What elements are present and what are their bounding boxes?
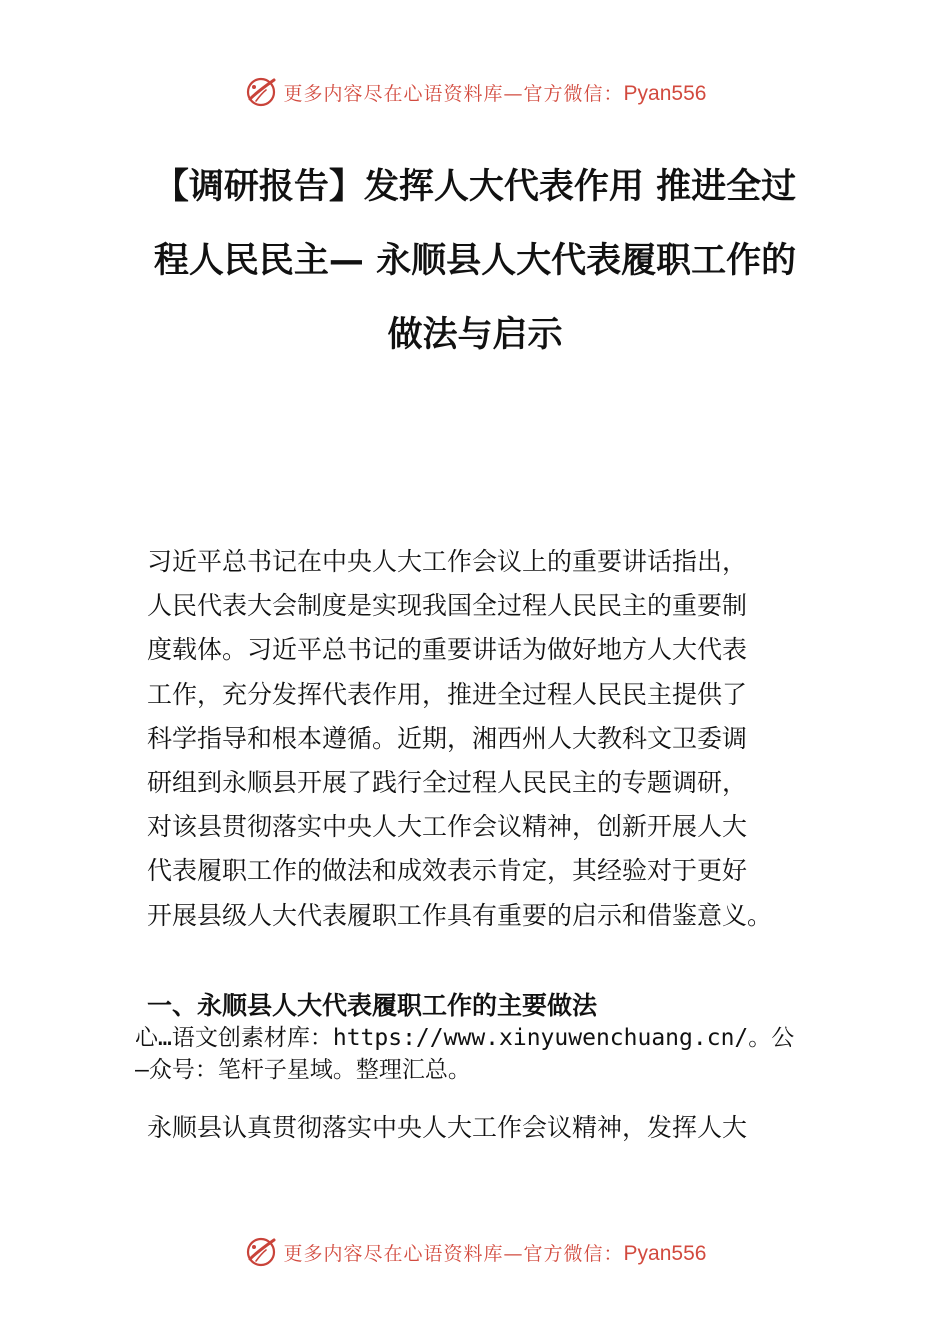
paragraph-line: 科学指导和根本遵循。近期，湘西州人大教科文卫委调 (147, 723, 748, 753)
title-line: 【调研报告】发挥人大代表作用 推进全过 (153, 167, 797, 207)
paragraph-line: 工作，充分发挥代表作用，推进全过程人民民主提供了 (147, 679, 748, 709)
note-line: 心…语文创素材库：https://www.xinyuwenchuang.cn/。公 (135, 1025, 795, 1051)
source-note (135, 1022, 855, 1086)
paragraph-line: 人民代表大会制度是实现我国全过程人民民主的重要制 (147, 591, 748, 621)
watermark-text: 更多内容尽在心语资料库—官方微信：Pyan556 (283, 81, 707, 105)
intro-paragraph (147, 540, 847, 938)
section-heading: 一、永顺县人大代表履职工作的主要做法 (147, 991, 598, 1020)
brush-logo-icon (244, 1235, 278, 1269)
header-watermark (0, 72, 950, 112)
next-paragraph: 永顺县认真贯彻落实中央人大工作会议精神，发挥人大 (147, 1113, 748, 1142)
watermark-text: 更多内容尽在心语资料库—官方微信：Pyan556 (283, 1241, 707, 1265)
paragraph-line: 习近平总书记在中央人大工作会议上的重要讲话指出， (147, 547, 748, 576)
brush-logo-icon (244, 75, 278, 109)
paragraph-line: 开展县级人大代表履职工作具有重要的启示和借鉴意义。 (147, 900, 773, 930)
title-line: 程人民民主— 永顺县人大代表履职工作的 (153, 241, 797, 281)
document-title (100, 150, 850, 372)
paragraph-line: 研组到永顺县开展了践行全过程人民民主的专题调研， (147, 768, 748, 798)
note-line: —众号：笔杆子星域。整理汇总。 (135, 1057, 471, 1083)
paragraph-line: 对该县贯彻落实中央人大工作会议精神，创新开展人大 (147, 812, 748, 842)
title-line: 做法与启示 (387, 315, 563, 355)
paragraph-line: 代表履职工作的做法和成效表示肯定，其经验对于更好 (147, 856, 748, 886)
paragraph-line: 度载体。习近平总书记的重要讲话为做好地方人大代表 (147, 635, 748, 665)
footer-watermark (0, 1232, 950, 1272)
